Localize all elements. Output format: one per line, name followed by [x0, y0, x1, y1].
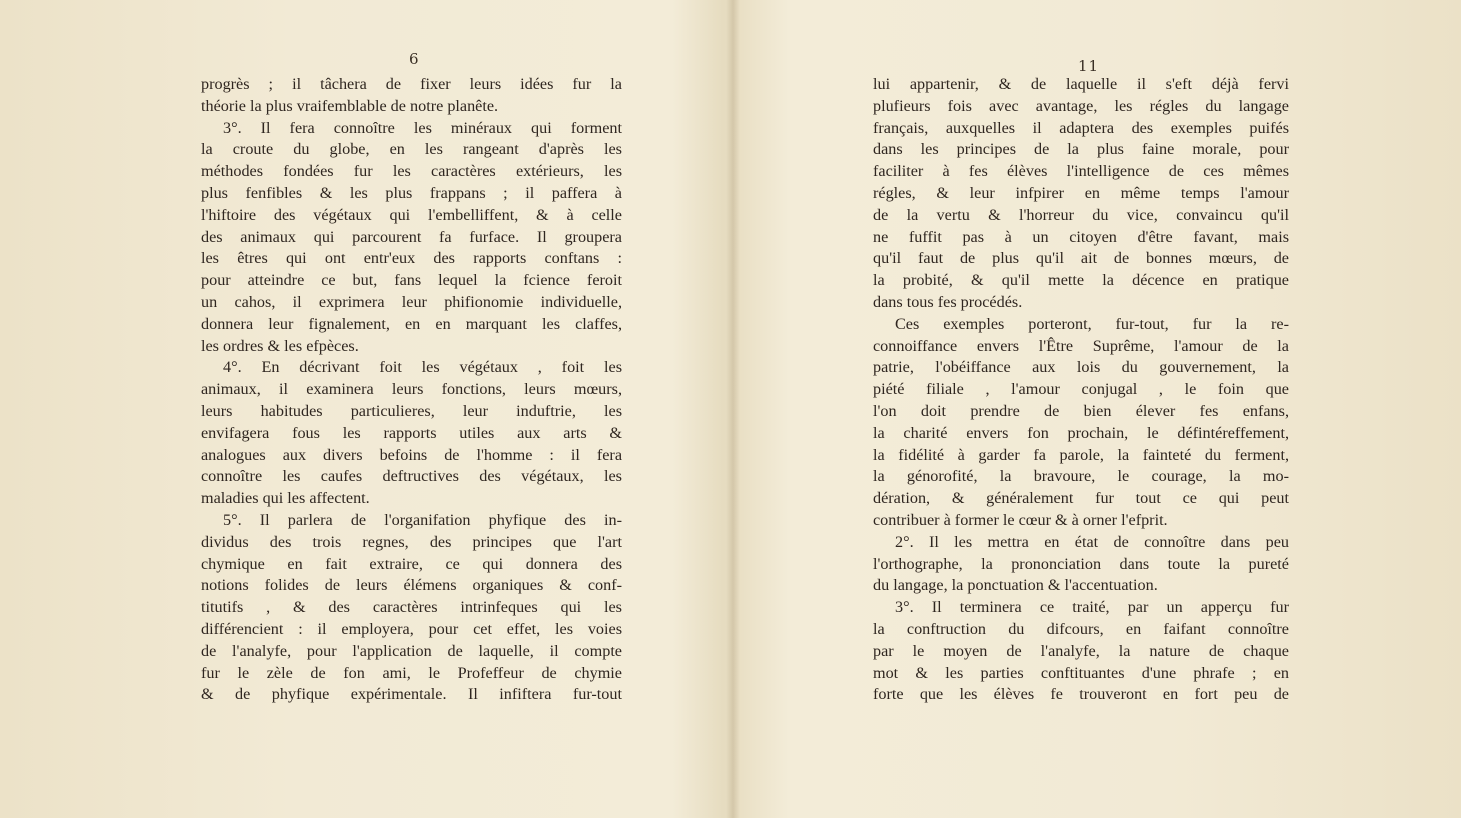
- text-line: régles, & leur infpirer en même temps l'amour: [873, 183, 1289, 202]
- text-line: notions folides de leurs élémens organiques & conf-: [201, 576, 622, 595]
- text-line: un cahos, il exprimera leur phifionomie individuelle,: [201, 292, 622, 311]
- text-line: patrie, l'obéiffance aux lois du gouvernement, la: [873, 358, 1289, 377]
- text-line: pour atteindre ce but, fans lequel la fcience feroit: [201, 271, 622, 290]
- text-line: la probité, & qu'il mette la décence en pratique: [873, 271, 1289, 290]
- text-line: connoître les caufes deftructives des végétaux, les: [201, 467, 622, 486]
- text-line: piété filiale , l'amour conjugal , le foin que: [873, 380, 1289, 399]
- text-line: analogues aux divers befoins de l'homme : il fera: [201, 445, 622, 464]
- text-line: forte que les élèves fe trouveront en fort peu de: [873, 685, 1289, 704]
- text-line: français, auxquelles il adaptera des exemples puifés: [873, 118, 1289, 137]
- text-line: dans tous fes procédés.: [873, 292, 1023, 311]
- text-line: progrès ; il tâchera de fixer leurs idées fur la: [201, 75, 622, 93]
- text-line: chymique en fait extraire, ce qui donnera des: [201, 554, 622, 573]
- text-line: plus fenfibles & les plus frappans ; il paffera à: [201, 183, 622, 202]
- text-line: 4°. En décrivant foit les végétaux , foit les: [223, 358, 622, 377]
- text-line: 2°. Il les mettra en état de connoître dans peu: [895, 532, 1289, 551]
- text-line: contribuer à former le cœur & à orner l'efprit.: [873, 510, 1168, 529]
- text-line: & de phyfique expérimentale. Il infiftera fur-tout: [201, 685, 622, 704]
- text-line: la charité envers fon prochain, le défintéreffement,: [873, 423, 1289, 442]
- text-line: faciliter à fes élèves l'intelligence de ces mêmes: [873, 162, 1289, 181]
- left-page-number: 6: [409, 50, 419, 68]
- text-line: différencient : il employera, pour cet effet, les voies: [201, 619, 622, 638]
- text-line: de la vertu & l'horreur du vice, convaincu qu'il: [873, 205, 1289, 224]
- text-line: lui appartenir, & de laquelle il s'eft déjà fervi: [873, 75, 1289, 93]
- text-line: leurs habitudes particulieres, leur induftrie, les: [201, 401, 622, 420]
- text-line: 3°. Il terminera ce traité, par un apperçu fur: [895, 598, 1289, 617]
- text-line: qu'il faut de plus qu'il ait de bonnes mœurs, de: [873, 249, 1289, 268]
- text-line: donnera leur fignalement, en en marquant les claffes,: [201, 314, 622, 333]
- right-page-text: [873, 74, 1289, 706]
- text-line: méthodes fondées fur les caractères extérieurs, les: [201, 162, 622, 181]
- text-line: de l'analyfe, pour l'application de laquelle, il compte: [201, 641, 622, 660]
- text-line: les êtres qui ont entr'eux des rapports conftans :: [201, 249, 622, 268]
- left-page: [0, 0, 728, 818]
- text-line: la conftruction du difcours, en faifant connoître: [873, 619, 1289, 638]
- text-line: dération, & généralement fur tout ce qui peut: [873, 489, 1289, 508]
- text-line: dans les principes de la plus faine morale, pour: [873, 140, 1289, 159]
- right-page-number: 11: [1078, 57, 1100, 75]
- text-line: Ces exemples porteront, fur-tout, fur la re-: [895, 314, 1289, 333]
- text-line: titutifs , & des caractères intrinfeques qui les: [201, 598, 622, 617]
- text-line: des animaux qui parcourent fa furface. Il groupera: [201, 227, 622, 246]
- text-line: animaux, il examinera leurs fonctions, leurs mœurs,: [201, 380, 622, 399]
- text-line: théorie la plus vraifemblable de notre planête.: [201, 96, 499, 115]
- left-page-text: [201, 74, 622, 706]
- text-line: l'hiftoire des végétaux qui l'embelliffent, & à celle: [201, 205, 622, 224]
- text-line: maladies qui les affectent.: [201, 489, 370, 508]
- text-line: envifagera fous les rapports utiles aux arts &: [201, 423, 622, 442]
- text-line: connoiffance envers l'Être Suprême, l'amour de la: [873, 336, 1289, 355]
- text-line: plufieurs fois avec avantage, les régles du langage: [873, 96, 1289, 115]
- text-line: l'on doit prendre de bien élever fes enfans,: [873, 401, 1289, 420]
- text-line: les ordres & les efpèces.: [201, 336, 359, 355]
- text-line: ne fuffit pas à un citoyen d'être favant, mais: [873, 227, 1289, 246]
- text-line: 3°. Il fera connoître les minéraux qui forment: [223, 118, 622, 137]
- text-line: du langage, la ponctuation & l'accentuation.: [873, 576, 1158, 595]
- text-line: mot & les parties conftituantes d'une phrafe ; en: [873, 663, 1289, 682]
- text-line: la fidélité à garder fa parole, la fainteté du ferment,: [873, 445, 1289, 464]
- text-line: la croute du globe, en les rangeant d'après les: [201, 140, 622, 159]
- right-page: [733, 0, 1461, 818]
- text-line: l'orthographe, la prononciation dans toute la pureté: [873, 554, 1289, 573]
- text-line: la génorofité, la bravoure, le courage, la mo-: [873, 467, 1289, 486]
- text-line: par le moyen de l'analyfe, la nature de chaque: [873, 641, 1289, 660]
- text-line: dividus des trois regnes, des principes que l'art: [201, 532, 622, 551]
- text-line: 5°. Il parlera de l'organifation phyfique des in-: [223, 510, 622, 529]
- text-line: fur le zèle de fon ami, le Profeffeur de chymie: [201, 663, 622, 682]
